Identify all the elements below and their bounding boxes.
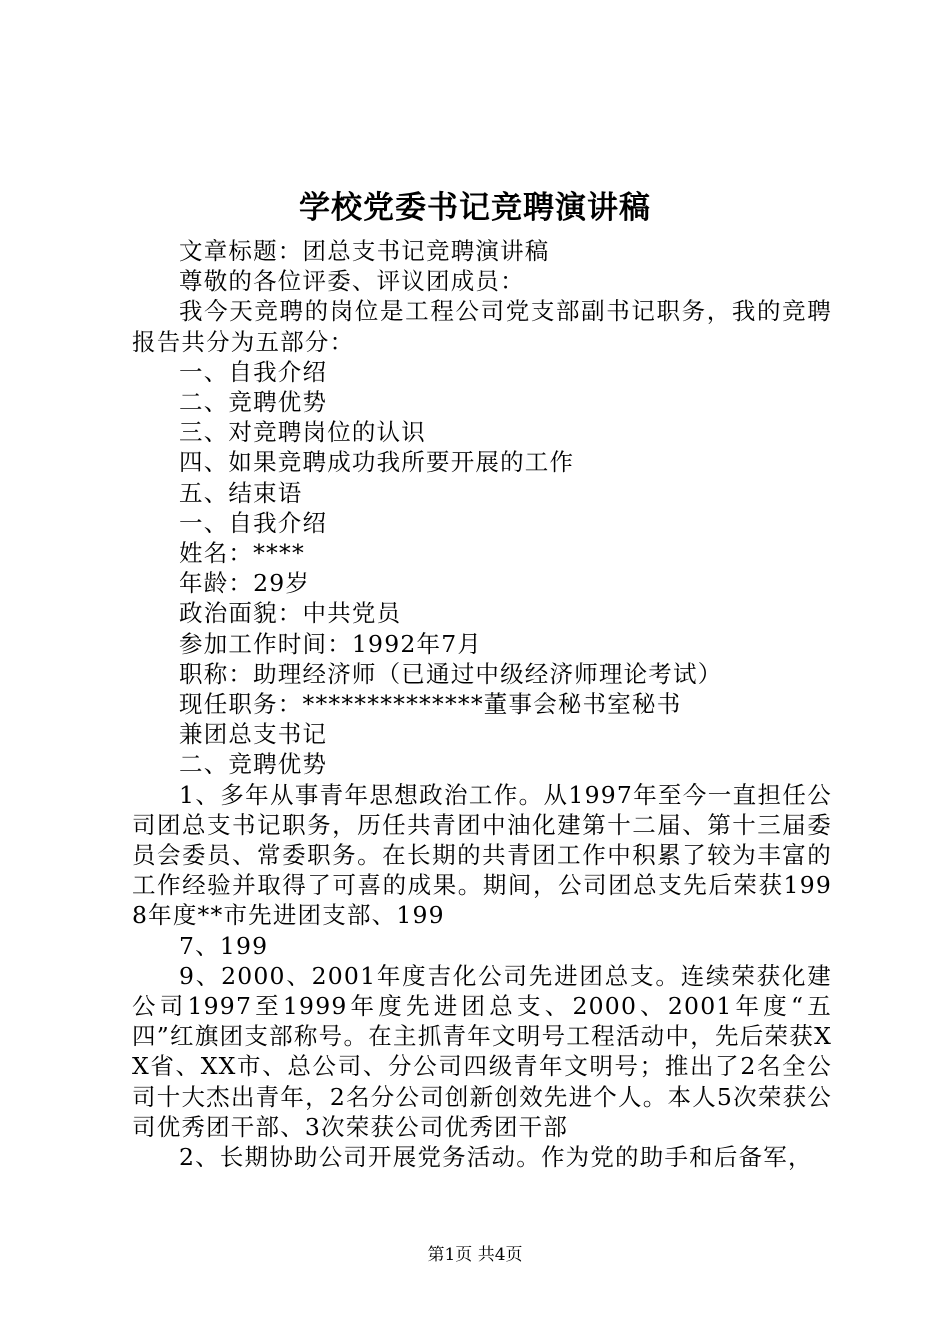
document-title: 学校党委书记竞聘演讲稿 — [299, 190, 651, 226]
paragraph: 文章标题：团总支书记竞聘演讲稿 — [179, 237, 550, 265]
paragraph: 现任职务：**************董事会秘书室秘书 — [179, 690, 682, 719]
paragraph: 1、多年从事青年思想政治工作。从1997年至今一直担任公司团总支书记职务，历任共青团中油化建第十二届、第十三届委员会委员、常委职务。在长期的共青团工作中积累了较为丰富的工作经验并取得了可喜的成果。期间，公司团总支先后荣获1998年度**市先进团支部、199 — [132, 780, 832, 930]
paragraph: 二、竞聘优势 — [179, 750, 328, 779]
paragraph: 姓名：**** — [179, 539, 305, 568]
page-footer: 第1页 共4页 — [427, 1245, 523, 1265]
paragraph: 尊敬的各位评委、评议团成员： — [179, 267, 525, 296]
paragraph: 参加工作时间：1992年7月 — [179, 629, 483, 658]
paragraph: 三、对竞聘岗位的认识 — [179, 418, 426, 447]
paragraph: 四、如果竞聘成功我所要开展的工作 — [179, 448, 575, 477]
paragraph: 二、竞聘优势 — [179, 388, 328, 417]
paragraph: 我今天竞聘的岗位是工程公司党支部副书记职务，我的竞聘报告共分为五部分： — [132, 297, 832, 356]
paragraph: 年龄：29岁 — [179, 569, 311, 598]
paragraph: 一、自我介绍 — [179, 508, 328, 537]
paragraph: 职称：助理经济师（已通过中级经济师理论考试） — [179, 659, 723, 688]
paragraph: 政治面貌：中共党员 — [179, 599, 402, 628]
paragraph: 一、自我介绍 — [179, 357, 328, 386]
document-body — [132, 236, 832, 1172]
paragraph: 9、2000、2001年度吉化公司先进团总支。连续荣获化建公司1997至1999年度先进团总支、2000、2001年度“五四”红旗团支部称号。在主抓青年文明号工程活动中，先后荣获XX省、XX市、总公司、分公司四级青年文明号；推出了2名全公司十大杰出青年，2名分公司创新创效先进个人。本人5次荣获公司优秀团干部、3次荣获公司优秀团干部 — [132, 961, 832, 1141]
paragraph: 兼团总支书记 — [179, 720, 328, 749]
paragraph: 五、结束语 — [179, 478, 303, 507]
paragraph: 2、长期协助公司开展党务活动。作为党的助手和后备军， — [179, 1143, 813, 1172]
paragraph: 7、199 — [179, 931, 269, 960]
